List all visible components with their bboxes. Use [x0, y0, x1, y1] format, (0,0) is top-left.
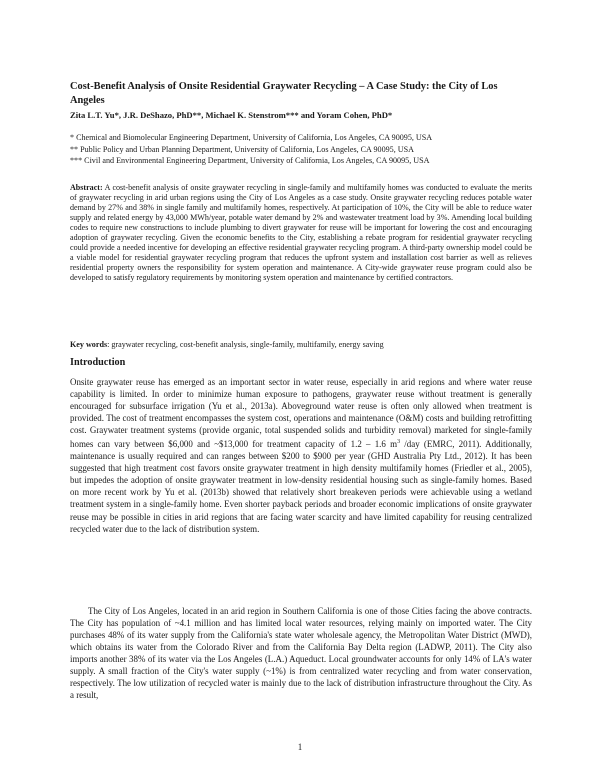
introduction-paragraph-2: The City of Los Angeles, located in an arid region in Southern California is one of those Cities facing the above contracts. The City has population of ~4.1 million and has limited local water resources, relying mainly on imported water. The City purchases 48% of its water supply from the California's state water wholesale agency, the Metropolitan Water District (MWD), which obtains its water from the Colorado River and from the California Bay Delta region (LADWP, 2011). The City also imports another 38% of its water via the Los Angeles (L.A.) Aqueduct. Local groundwater accounts for only 14% of LA's water supply. A small fraction of the City's water supply (~1%) is from centralized water recycling and from water conservation, respectively. The low utilization of recycled water is mainly due to the lack of distribution infrastructure throughout the City. As a result, [70, 606, 532, 701]
keywords-label: Key words [70, 340, 108, 349]
paragraph-1-part-a: Onsite graywater reuse has emerged as an important sector in water reuse, especially in arid regions and where water reuse capability is limited. In order to minimize human exposure to pathogens, graywater reuse without treatment is generally encouraged for subsurface irrigation (Yu et al., 2013a). Aboveground water reuse is often only allowed when treatment is provided. The cost of treatment encompasses the system cost, operations and maintenance (O&M) costs and building retrofitting cost. Graywater treatment systems (provide organic, total suspended solids and turbidity removal) marketed for single-family homes can vary between $6,000 and ~$13,000 for treatment capacity of 1.2 – 1.6 m [70, 377, 532, 450]
keywords [70, 340, 540, 350]
page-number: 1 [297, 742, 303, 752]
affiliations [70, 132, 540, 167]
author-list: Zita L.T. Yu*, J.R. DeShazo, PhD**, Michael K. Stenstrom*** and Yoram Cohen, PhD* [70, 110, 393, 120]
introduction-paragraph-1 [70, 376, 532, 535]
affiliation-3: *** Civil and Environmental Engineering Department, University of California, Los Angeles, CA 90095, USA [70, 156, 430, 166]
affiliation-2: ** Public Policy and Urban Planning Department, University of California, Los Angeles, CA 90095, USA [70, 144, 414, 154]
paragraph-1-part-b: /day (EMRC, 2011). Additionally, maintenance is usually required and can ranges between $200 to $900 per year (GHD Australia Pty Ltd., 2012). It has been suggested that high treatment cost favors onsite graywater treatment in high density multifamily homes (Friedler et al., 2005), but impedes the adoption of onsite graywater treatment in low-density residential housing such as single-family homes. Based on more recent work by Yu et al. (2013b) showed that relatively short breakeven periods were achievable using a wetland treatment system in a single-family home. Even shorter payback periods and broader economic implications of onsite graywater reuse may be possible in cities in arid regions that are facing water scarcity and have limited capability for reusing centralized recycled water due to the lack of distribution system. [70, 439, 532, 534]
affiliation-1: * Chemical and Biomolecular Engineering Department, University of California, Los Angeles, CA 90095, USA [70, 133, 433, 142]
superscript-3: 3 [397, 439, 401, 446]
abstract-label: Abstract: [70, 183, 103, 192]
abstract-text: A cost-benefit analysis of onsite graywater recycling in single-family and multifamily homes was conducted to evaluate the merits of graywater recycling in arid urban regions using the City of Los Angeles as a case study. Onsite graywater recycling reduces potable water demand by 27% and 38% in single family and multifamily homes, respectively. At participation of 10%, the City will be able to reduce water supply and related energy by 43,000 MWh/year, potable water demand by 2% and wastewater treatment load by 3%. Amending local building codes to require new constructions to include plumbing to divert graywater for reuse will be important for lowering the cost and encouraging adoption of graywater recycling. Given the economic benefits to the City, establishing a rebate program for residential graywater recycling could provide a needed incentive for developing an effective residential graywater recycling program. A third-party ownership model could be a viable model for residential graywater recycling program that reduces the upfront system and installation cost barrier as well as relieves residential property owners the responsibility for system operation and maintenance. A City-wide graywater reuse program could also be developed to satisfy regulatory requirements by monitoring system operation and maintenance by certified contractors. [70, 183, 532, 283]
section-heading-introduction: Introduction [70, 357, 126, 368]
keywords-text: : graywater recycling, cost-benefit analysis, single-family, multifamily, energy saving [107, 340, 384, 349]
paper-title: Cost-Benefit Analysis of Onsite Residential Graywater Recycling – A Case Study: the City of Los Angeles [70, 81, 498, 106]
abstract [70, 183, 532, 283]
